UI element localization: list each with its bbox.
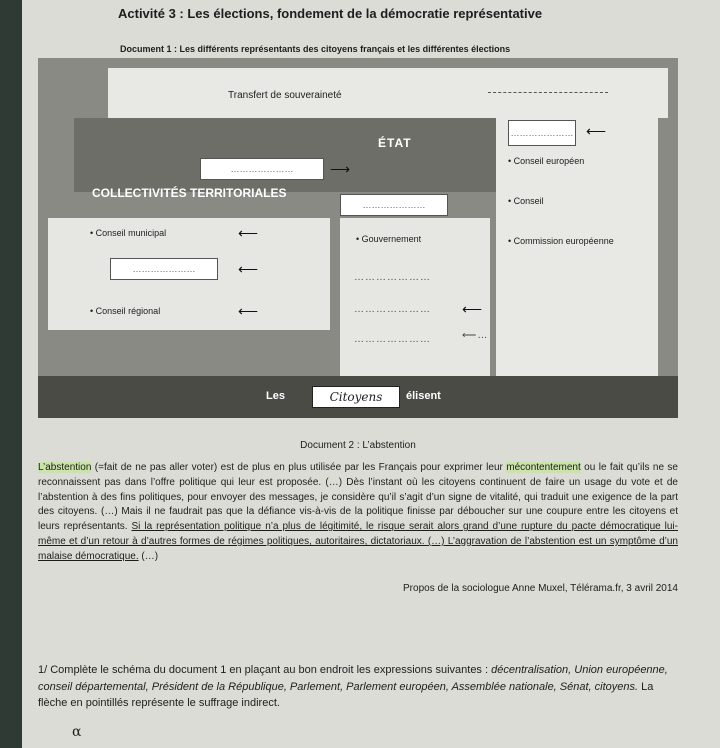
dotted-arrow-icon: ⟵… bbox=[462, 330, 489, 341]
conseil-municipal-label: • Conseil municipal bbox=[90, 228, 167, 238]
text-segment: (…) bbox=[138, 550, 159, 562]
document-2 bbox=[38, 440, 678, 594]
blank-box-president[interactable]: ………………… bbox=[340, 194, 448, 216]
representation-diagram bbox=[38, 58, 678, 418]
page-title: Activité 3 : Les élections, fondement de la démocratie représentative bbox=[118, 6, 543, 21]
text-segment: ou le fait qu’ils ne se reconnaissent pas dans l’offre politique qui leur est proposée. (…) Dès l’instant où les citoyens continuent de faire un usage du vote et de l’abstention à des fins politiques, pour envoyer des messages, je considère qu’il s’agit d’un signe de vitalité, qui traduit une exigence de la part des citoyens. (…) Mais il ne faudrait pas que la défiance vis-à-vis de la politique finisse par déboucher sur une coupure entre les citoyens et leurs représentants. bbox=[38, 462, 678, 533]
arrow-left-icon: ⟵ bbox=[238, 225, 259, 241]
arrow-right-icon: ⟶ bbox=[330, 161, 351, 177]
gouvernement-label: • Gouvernement bbox=[356, 234, 422, 244]
handwritten-mark: α bbox=[72, 724, 82, 740]
document-2-source: Propos de la sociologue Anne Muxel, Télérama.fr, 3 avril 2014 bbox=[403, 582, 678, 594]
blank-line-senat[interactable]: ………………… bbox=[354, 334, 431, 345]
state-label: ÉTAT bbox=[378, 136, 412, 150]
transfer-band bbox=[108, 68, 668, 118]
conseil-regional-label: • Conseil régional bbox=[90, 306, 161, 316]
highlight-abstention: L’abstention bbox=[38, 462, 92, 473]
collectivites-label: COLLECTIVITÉS TERRITORIALES bbox=[92, 186, 287, 200]
arrow-left-icon: ⟵ bbox=[238, 261, 259, 277]
question-suffix: La flèche en pointillés représente le suffrage indirect. bbox=[38, 680, 654, 709]
page-edge bbox=[0, 0, 22, 748]
state-band bbox=[74, 118, 534, 192]
blank-box-europe-top[interactable]: ………………… bbox=[508, 120, 576, 146]
vote-prefix: Les bbox=[266, 390, 285, 402]
arrow-left-icon: ⟵ bbox=[462, 301, 483, 317]
document-2-text bbox=[38, 461, 678, 565]
conseil-europeen-label: • Conseil européen bbox=[508, 156, 585, 166]
commission-label: • Commission européenne bbox=[508, 236, 614, 246]
vote-suffix: élisent bbox=[406, 390, 441, 402]
highlight-mecontentement: mécontentement bbox=[506, 462, 581, 473]
document-2-title: Document 2 : L’abstention bbox=[300, 440, 416, 451]
question-terms: décentralisation, Union européenne, conseil départemental, Président de la République, Parlement, Parlement européen, Assemblée nationale, Sénat, citoyens. bbox=[38, 664, 668, 693]
blank-box-decentralisation[interactable]: ………………… bbox=[200, 158, 324, 180]
underlined-text: Si la représentation politique n’a plus de légitimité, le risque serait alors grand d’une rupture du pacte démocratique lui-même et d’un retour à d’autres formes de régimes politiques, autoritaires, dictatoriaux. (…) L’aggravation de l’abstention est un symptôme d’un malaise démocratique. bbox=[38, 521, 678, 562]
arrow-left-icon: ⟵ bbox=[238, 303, 259, 319]
blank-line-parlement[interactable]: ………………… bbox=[354, 272, 431, 283]
arrow-left-icon: ⟵ bbox=[586, 123, 607, 139]
citizens-answer[interactable]: Citoyens bbox=[312, 386, 400, 408]
blank-box-conseil-departemental[interactable]: ………………… bbox=[110, 258, 218, 280]
transfer-blank-line bbox=[488, 92, 608, 93]
transfer-label: Transfert de souveraineté bbox=[228, 90, 342, 101]
question-1 bbox=[38, 662, 678, 712]
blank-line-assemblee[interactable]: ………………… bbox=[354, 304, 431, 315]
document-1-title: Document 1 : Les différents représentants des citoyens français et les différentes élections bbox=[120, 44, 511, 54]
conseil-label: • Conseil bbox=[508, 196, 544, 206]
question-prefix: 1/ Complète le schéma du document 1 en plaçant au bon endroit les expressions suivantes : bbox=[38, 664, 492, 676]
text-segment: (=fait de ne pas aller voter) est de plus en plus utilisée par les Français pour exprimer leur bbox=[91, 462, 507, 473]
